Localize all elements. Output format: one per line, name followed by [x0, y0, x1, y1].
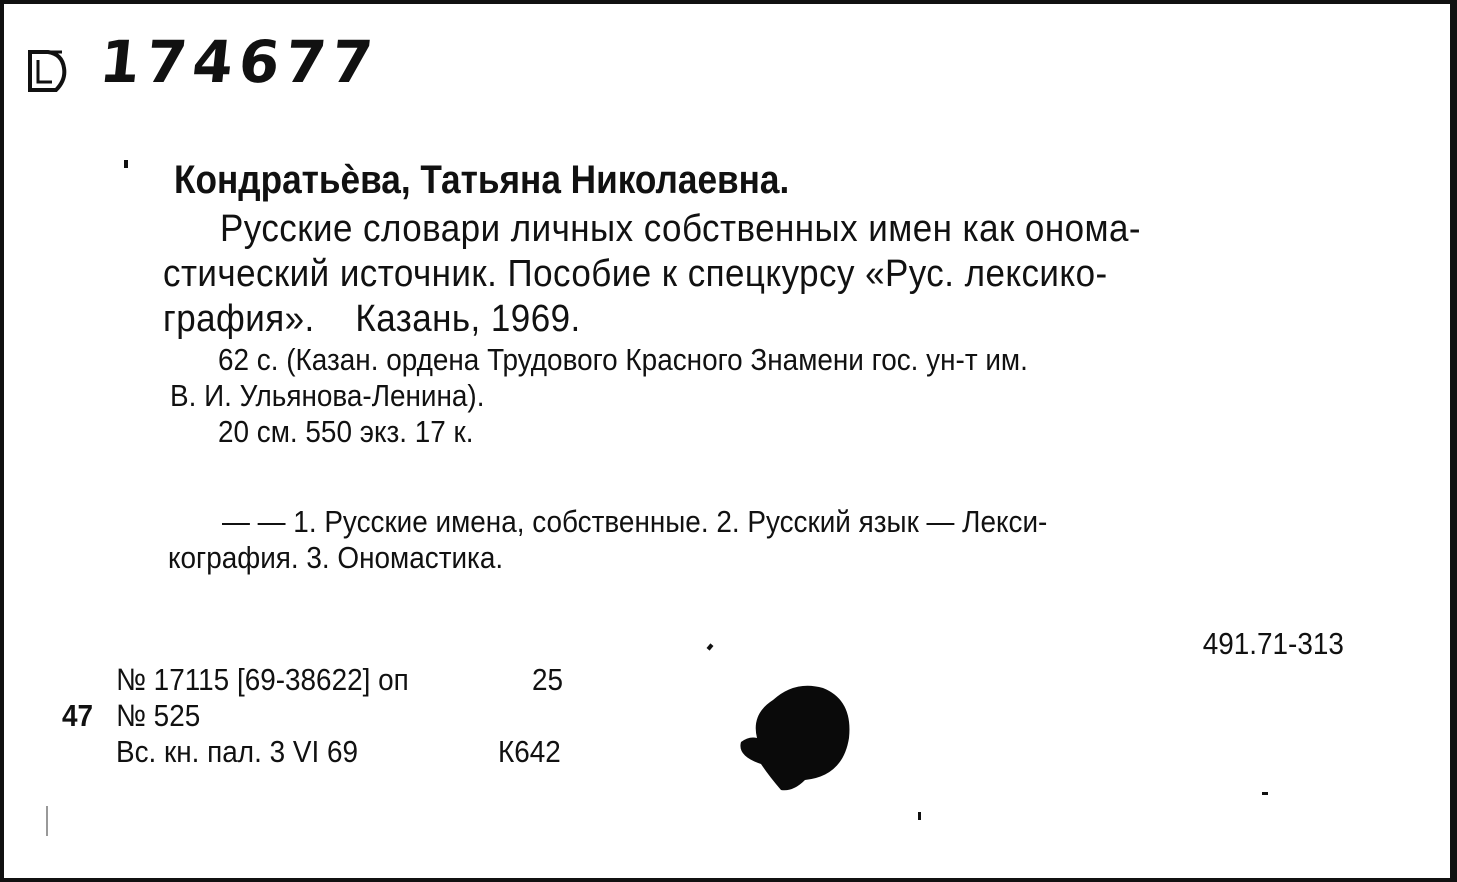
title-line-2: стический источник. Пособие к спецкурсу «Рус. лексико- [163, 253, 1108, 295]
handwritten-accession-number: 174677 [96, 28, 382, 96]
registry-count: 25 [532, 662, 564, 697]
imprint-line-2: В. И. Ульянова-Ленина). [170, 378, 485, 413]
subject-line-1: — — 1. Русские имена, собственные. 2. Русский язык — Лекси- [222, 504, 1048, 539]
card-border-left [0, 0, 4, 882]
ink-speck [46, 806, 48, 836]
ink-speck [124, 160, 128, 168]
chamber-date: Вс. кн. пал. 3 VI 69 [116, 734, 359, 769]
ink-blot [735, 680, 855, 798]
title-line-1: Русские словари личных собственных имен как онома- [220, 208, 1141, 250]
ink-speck [1262, 792, 1268, 795]
subject-line-2: кография. 3. Ономастика. [168, 540, 504, 575]
library-stamp-icon [26, 48, 68, 94]
registry-prefix: 47 [62, 698, 94, 733]
imprint-line-3: 20 см. 550 экз. 17 к. [218, 414, 474, 449]
author-heading: Кондратьѐва, Татьяна Николаевна. [174, 158, 790, 202]
title-line-3: графия». Казань, 1969. [163, 298, 581, 340]
chamber-code: К642 [498, 734, 561, 769]
card-border-bottom [0, 878, 1457, 882]
ink-speck [707, 643, 714, 650]
card-border-right [1450, 0, 1457, 882]
registry-number-2: № 525 [116, 698, 201, 733]
registry-number: № 17115 [69-38622] оп [116, 662, 409, 697]
ink-speck [918, 812, 921, 820]
card-border-top [0, 0, 1457, 4]
imprint-line-1: 62 с. (Казан. ордена Трудового Красного Знамени гос. ун-т им. [218, 342, 1028, 377]
classification-number: 491.71-313 [1202, 626, 1344, 661]
